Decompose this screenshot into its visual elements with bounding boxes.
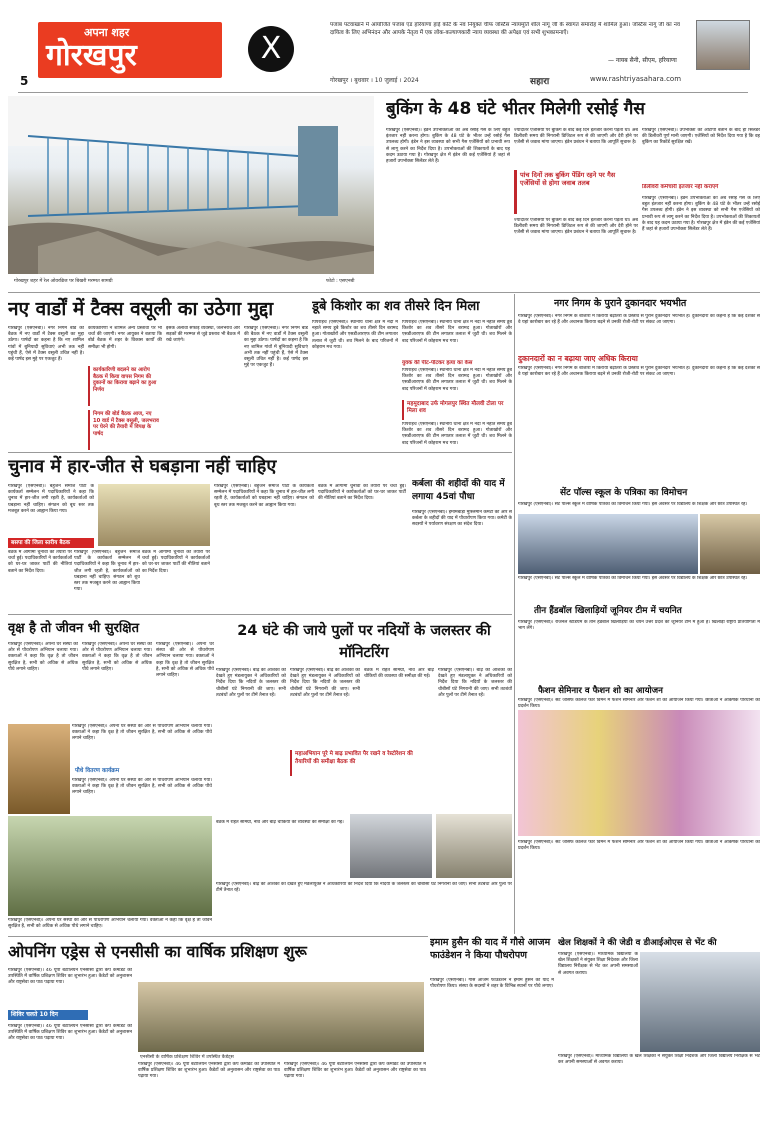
tree-body-6: गोरखपुर (एसएनबी)। अपना घर संस्था की ओर से पौधरोपण अभियान चलाया गया। वक्ताओं ने कहा कि वृक्ष है तो जीवन सुरक्षित है, सभी को अधिक से अधिक पौधे लगाने चाहिए। bbox=[8, 918, 212, 930]
bridges-body-5: बैठक में राहत सामग्री, नाव और बाढ़ चौकियों की व्यवस्था की समीक्षा की गई। bbox=[216, 820, 344, 825]
booking-body-2b: ज्यादातर एजेंसियों पर बुकिंग के बाद कई दिन इंतजार करना पड़ता था। अब डिलीवरी समय की निगरानी डिजिटल रूप से की जाएगी और देरी होने पर एजेंसी से जवाब मांगा जाएगा। इंडेन प्रबंधन ने बताया कि आपूर्ति सुचारू है। bbox=[514, 218, 638, 236]
drown-highlight-1: युवक की पीट-पीटकर हत्या का केस bbox=[402, 360, 473, 366]
tree-body-5: गोरखपुर (एसएनबी)। अपना घर संस्था की ओर से पौधरोपण अभियान चलाया गया। वक्ताओं ने कहा कि वृक्ष है तो जीवन सुरक्षित है, सभी को अधिक से अधिक पौधे लगाने चाहिए। bbox=[72, 778, 212, 796]
nss-headline: ओपनिंग एड्रेस से एनसीसी का वार्षिक प्रशिक्षण शुरू bbox=[8, 942, 307, 961]
election-body-1: गोरखपुर (एसएनबी)। बहुजन समाज पार्टी के कार्यकर्ता सम्मेलन में पदाधिकारियों ने कहा कि चुनाव में हार-जीत लगी रहती है, कार्यकर्ताओं को घबड़ाना नहीं चाहिए। संगठन को बूथ स्तर तक मजबूत करने का आह्वान किया गया। bbox=[8, 484, 94, 514]
hockey-body: गोरखपुर (एसएनबी)। रीजनल स्टेडियम के तीन हैंडबॉल खिलाड़ियों का चयन उत्तर प्रदेश की जूनियर टीम में हुआ है। खिलाड़ी राष्ट्रीय प्रतियोगिता में भाग लेंगे। bbox=[518, 620, 760, 632]
nss-body-1: गोरखपुर (एसएनबी)। 46 यूपी बटालियन एनसीसी द्वारा कैंप कमांडेंट की उपस्थिति में वार्षिक प्रशिक्षण शिविर का शुभारंभ हुआ। कैडेटों को अनुशासन और राष्ट्रसेवा का पाठ पढ़ाया गया। bbox=[8, 968, 132, 986]
tax-redbox-1: कार्यकारिणी बदलने का आरोप बैठक में किया वापस निगम की दुकानों का किराया बढ़ाने का हुआ निर्णय bbox=[88, 366, 162, 406]
stpauls-photo-2 bbox=[700, 514, 760, 574]
drown-highlight-2: महमूदाबाद उर्फ मोगलपुर स्थित मौलवी टोला पर मिला शव bbox=[402, 400, 512, 420]
nss-body-2: गोरखपुर (एसएनबी)। 46 यूपी बटालियन एनसीसी द्वारा कैंप कमांडेंट की उपस्थिति में वार्षिक प्रशिक्षण शिविर का शुभारंभ हुआ। कैडेटों को अनुशासन और राष्ट्रसेवा का पाठ पढ़ाया गया। bbox=[8, 1024, 132, 1042]
tax-body-4: गोरखपुर (एसएनबी)। नगर निगम बोर्ड की बैठक में नए वार्डों में टैक्स वसूली का मुद्दा उठेगा। पार्षदों का कहना है कि नए शामिल गांवों में बुनियादी सुविधाएं अभी तक नहीं पहुंची हैं, ऐसे में टैक्स वसूली उचित नहीं है। कई पार्षद इस मुद्दे पर एकजुट हैं। bbox=[244, 326, 308, 369]
fashion-body-2: गोरखपुर (एसएनबी)। सेंट जोसेफ कॉलेज फॉर विमेन में फैशन सेमिनार और फैशन शो का आयोजन किया गया। छात्राओं ने आकर्षक परिधानों का प्रदर्शन किया। bbox=[518, 840, 760, 852]
booking-body-2: ज्यादातर एजेंसियों पर बुकिंग के बाद कई दिन इंतजार करना पड़ता था। अब डिलीवरी समय की निगरानी डिजिटल रूप से की जाएगी और देरी होने पर एजेंसी से जवाब मांगा जाएगा। इंडेन प्रबंधन ने बताया कि आपूर्ति सुचारू है। bbox=[514, 128, 638, 146]
booking-headline: बुकिंग के 48 घंटे भीतर मिलेगी रसोई गैस bbox=[386, 99, 645, 119]
sports-photo bbox=[640, 952, 760, 1052]
sports-body-1: गोरखपुर (एसएनबी)। माध्यमिक विद्यालयों के खेल शिक्षकों ने संयुक्त शिक्षा निदेशक और जिला विद्यालय निरीक्षक से भेंट कर अपनी समस्याओं से अवगत कराया। bbox=[558, 952, 638, 976]
nss-photo-caption: एनसीसी के वार्षिक प्रशिक्षण शिविर में उपस्थित कैडेट्स bbox=[140, 1055, 234, 1060]
photo-caption: गोरखपुर शहर में रेल ओवरब्रिज पर बिखरी मरम्मत सामग्री bbox=[14, 279, 113, 284]
hockey-headline: तीन हैंडबॉल खिलाड़ियों जूनियर टीम में चयनित bbox=[534, 606, 682, 616]
bridges-body-2: गोरखपुर (एसएनबी)। बाढ़ की आशंका को देखते हुए मंडलायुक्त ने अधिकारियों को निर्देश दिया कि नदियों के जलस्तर की चौबीसों घंटे निगरानी की जाए। सभी तटबंधों और पुलों पर टीमें तैनात रहें। bbox=[290, 668, 360, 698]
masthead-logo bbox=[38, 22, 222, 78]
website: www.rashtriyasahara.com bbox=[590, 75, 682, 83]
imam-headline: इमाम हुसैन की याद में गौसे आजम फाउंडेशन ने किया पौधरोपण bbox=[430, 937, 551, 961]
sports-headline: खेल शिक्षकों ने की जेडी व डीआईओएस से भेंट की bbox=[558, 938, 717, 948]
tax-body-3: इसके अलावा सफाई व्यवस्था, जलभराव और सड़कों की मरम्मत से जुड़े प्रस्ताव भी बैठक में रखे जाएंगे। bbox=[166, 326, 240, 344]
tax-body-1: गोरखपुर (एसएनबी)। नगर निगम बोर्ड की बैठक में नए वार्डों में टैक्स वसूली का मुद्दा उठेगा। पार्षदों का कहना है कि नए शामिल गांवों में बुनियादी सुविधाएं अभी तक नहीं पहुंची हैं, ऐसे में टैक्स वसूली उचित नहीं है। कई पार्षद इस मुद्दे पर एकजुट हैं। bbox=[8, 326, 84, 363]
traders-body-1: गोरखपुर (एसएनबी)। नगर निगम के बाजारों में किराया बढ़ोतरी के प्रस्ताव से पुराने दुकानदार भयभीत हैं। दुकानदारों का कहना है कि कई दशकों से वे यहां कारोबार कर रहे हैं और अचानक किराया बढ़ने से उनकी रोजी-रोटी पर संकट आ जाएगा। bbox=[518, 314, 760, 326]
nss-body-4: गोरखपुर (एसएनबी)। 46 यूपी बटालियन एनसीसी द्वारा कैंप कमांडेंट की उपस्थिति में वार्षिक प्रशिक्षण शिविर का शुभारंभ हुआ। कैडेटों को अनुशासन और राष्ट्रसेवा का पाठ पढ़ाया गया। bbox=[284, 1062, 426, 1080]
election-body-6: बैठक में आगामी चुनावों की तैयारी पर चर्चा हुई। पदाधिकारियों ने कार्यकर्ताओं को घर-घर जाकर पार्टी की नीतियां बताने का निर्देश दिया। bbox=[318, 484, 406, 502]
stpauls-photo bbox=[518, 514, 698, 574]
tree-body-4: गोरखपुर (एसएनबी)। अपना घर संस्था की ओर से पौधरोपण अभियान चलाया गया। वक्ताओं ने कहा कि वृक्ष है तो जीवन सुरक्षित है, सभी को अधिक से अधिक पौधे लगाने चाहिए। bbox=[72, 724, 212, 742]
tree-label: पौधे वितरण कार्यक्रम bbox=[72, 766, 212, 776]
bridges-body-1: गोरखपुर (एसएनबी)। बाढ़ की आशंका को देखते हुए मंडलायुक्त ने अधिकारियों को निर्देश दिया कि नदियों के जलस्तर की चौबीसों घंटे निगरानी की जाए। सभी तटबंधों और पुलों पर टीमें तैनात रहें। bbox=[216, 668, 286, 698]
traders-body-2: गोरखपुर (एसएनबी)। नगर निगम के बाजारों में किराया बढ़ोतरी के प्रस्ताव से पुराने दुकानदार भयभीत हैं। दुकानदारों का कहना है कि कई दशकों से वे यहां कारोबार कर रहे हैं और अचानक किराया बढ़ने से उनकी रोजी-रोटी पर संकट आ जाएगा। bbox=[518, 366, 760, 378]
election-photo bbox=[98, 484, 210, 546]
x-logo-icon: X bbox=[248, 26, 294, 72]
bridges-body-6: गोरखपुर (एसएनबी)। बाढ़ की आशंका को देखते हुए मंडलायुक्त ने अधिकारियों को निर्देश दिया कि नदियों के जलस्तर की चौबीसों घंटे निगरानी की जाए। सभी तटबंधों और पुलों पर टीमें तैनात रहें। bbox=[216, 882, 512, 894]
bridge-photo bbox=[8, 96, 374, 274]
bridges-body-3: बैठक में राहत सामग्री, नाव और बाढ़ चौकियों की व्यवस्था की समीक्षा की गई। bbox=[364, 668, 434, 680]
drown-body-3: पिपराइच (एसएनबी)। स्थानीय थाना क्षेत्र में नदी में नहाते समय डूबे किशोर का शव तीसरे दिन बरामद हुआ। गोताखोरों और एसडीआरएफ की टीम लगातार तलाश में जुटी थी। शव मिलने के बाद परिजनों में कोहराम मच गया। bbox=[402, 368, 512, 392]
tree-photo-1 bbox=[8, 724, 70, 814]
tree-body-1: गोरखपुर (एसएनबी)। अपना घर संस्था की ओर से पौधरोपण अभियान चलाया गया। वक्ताओं ने कहा कि वृक्ष है तो जीवन सुरक्षित है, सभी को अधिक से अधिक पौधे लगाने चाहिए। bbox=[8, 642, 78, 672]
dateline: गोरखपुर । बुधवार । 10 जुलाई । 2024 bbox=[330, 77, 419, 84]
stpauls-body-2: गोरखपुर (एसएनबी)। सेंट पॉल्स स्कूल में वार्षिक पत्रिका का विमोचन किया गया। इस अवसर पर विद्यालय के शिक्षक और छात्र उपस्थित रहे। bbox=[518, 576, 748, 581]
bridges-headline: 24 घंटे की जाये पुलों पर नदियों के जलस्तर की मॉनिटरिंग bbox=[237, 623, 491, 661]
masthead-rule bbox=[18, 92, 748, 93]
sports-body-2: गोरखपुर (एसएनबी)। माध्यमिक विद्यालयों के खेल शिक्षकों ने संयुक्त शिक्षा निदेशक और जिला विद्यालय निरीक्षक से भेंट कर अपनी समस्याओं से अवगत कराया। bbox=[558, 1054, 760, 1066]
fashion-headline: फैशन सेमिनार व फैशन शो का आयोजन bbox=[538, 686, 663, 696]
booking-redbox: पांच दिनों तक बुकिंग पेंडिंग रहने पर गैस एजेंसियों से होगा जवाब तलब bbox=[514, 170, 638, 214]
bridge-photo-art bbox=[8, 96, 374, 274]
photo-credit: फोटो : एसएनबी bbox=[326, 279, 355, 284]
election-photo-caption: बसपा की जिला स्तरीय बैठक bbox=[8, 538, 94, 548]
fashion-body: गोरखपुर (एसएनबी)। सेंट जोसेफ कॉलेज फॉर विमेन में फैशन सेमिनार और फैशन शो का आयोजन किया गया। छात्राओं ने आकर्षक परिधानों का प्रदर्शन किया। bbox=[518, 698, 760, 710]
page-number: 5 bbox=[20, 74, 29, 88]
quote-author: — नायब सैनी, सीएम, हरियाणा bbox=[608, 57, 677, 64]
traders-subhead: दुकानदारों का न बढ़ाया जाए अधिक किराया bbox=[518, 354, 638, 363]
bridges-redbox: महाअभियान पूरे मे बाढ़ प्रभावित पैर रखने व रेस्टोरेशन की तैयारियों की समीक्षा बैठक की bbox=[290, 750, 430, 776]
masthead-city: गोरखपुर bbox=[46, 38, 137, 73]
stpauls-headline: सेंट पॉल्स स्कूल के पत्रिका का विमोचन bbox=[560, 488, 688, 498]
stpauls-body: गोरखपुर (एसएनबी)। सेंट पॉल्स स्कूल में वार्षिक पत्रिका का विमोचन किया गया। इस अवसर पर विद्यालय के शिक्षक और छात्र उपस्थित रहे। bbox=[518, 502, 748, 507]
drown-body-2: पिपराइच (एसएनबी)। स्थानीय थाना क्षेत्र में नदी में नहाते समय डूबे किशोर का शव तीसरे दिन बरामद हुआ। गोताखोरों और एसडीआरएफ की टीम लगातार तलाश में जुटी थी। शव मिलने के बाद परिजनों में कोहराम मच गया। bbox=[402, 320, 512, 344]
tree-photo-2 bbox=[8, 816, 212, 916]
drown-body-4: पिपराइच (एसएनबी)। स्थानीय थाना क्षेत्र में नदी में नहाते समय डूबे किशोर का शव तीसरे दिन बरामद हुआ। गोताखोरों और एसडीआरएफ की टीम लगातार तलाश में जुटी थी। शव मिलने के बाद परिजनों में कोहराम मच गया। bbox=[402, 422, 512, 446]
booking-body-3b: गोरखपुर (एसएनबी)। इंडेन उपभोक्ताओं को अब रसोई गैस के लिए बहुत इंतजार नहीं करना होगा। बुकिंग के 48 घंटे के भीतर उन्हें रसोई गैस उपलब्ध होगी। इंडेन ने इस व्यवस्था को सभी गैस एजेंसियों को प्रभावी रूप से लागू करने का निर्देश दिया है। उपभोक्ताओं की शिकायतों के बाद यह कदम उठाया गया है। गोरखपुर क्षेत्र में इंडेन की कई एजेंसियां हैं जहां से हजारों उपभोक्ता सिलेंडर लेते हैं। bbox=[642, 196, 760, 233]
fashion-photo bbox=[518, 710, 760, 836]
drown-body-1: पिपराइच (एसएनबी)। स्थानीय थाना क्षेत्र में नदी में नहाते समय डूबे किशोर का शव तीसरे दिन बरामद हुआ। गोताखोरों और एसडीआरएफ की टीम लगातार तलाश में जुटी थी। शव मिलने के बाद परिजनों में कोहराम मच गया। bbox=[312, 320, 398, 350]
booking-highlight: डिलीवरी कर्मचारी इंतजार नहीं कराएंगे bbox=[642, 184, 719, 190]
rule-row-2 bbox=[8, 452, 512, 453]
drown-headline: डूबे किशोर का शव तीसरे दिन मिला bbox=[312, 299, 480, 314]
tree-headline: वृक्ष है तो जीवन भी सुरक्षित bbox=[8, 621, 140, 636]
nss-photo bbox=[138, 982, 424, 1052]
nss-body-3: गोरखपुर (एसएनबी)। 46 यूपी बटालियन एनसीसी द्वारा कैंप कमांडेंट की उपस्थिति में वार्षिक प्रशिक्षण शिविर का शुभारंभ हुआ। कैडेटों को अनुशासन और राष्ट्रसेवा का पाठ पढ़ाया गया। bbox=[138, 1062, 280, 1080]
tax-headline: नए वार्डों में टैक्स वसूली का उठेगा मुद्दा bbox=[8, 298, 274, 320]
election-body-4: बैठक में आगामी चुनावों की तैयारी पर चर्चा हुई। पदाधिकारियों ने कार्यकर्ताओं को घर-घर जाकर पार्टी की नीतियां बताने का निर्देश दिया। bbox=[142, 550, 210, 574]
election-headline: चुनाव में हार-जीत से घबड़ाना नहीं चाहिए bbox=[8, 456, 277, 477]
bridges-photo-2 bbox=[436, 814, 512, 878]
karbala-headline: कर्बला की शहीदों की याद में लगाया 45वां पौधा bbox=[412, 479, 505, 502]
imam-body-1: गोरखपुर (एसएनबी)। गौसे आजम फाउंडेशन ने इमाम हुसैन की याद में पौधरोपण किया। संस्था के सदस्यों ने शहर के विभिन्न स्थानों पर पौधे लगाए। bbox=[430, 978, 554, 990]
karbala-body: गोरखपुर (एसएनबी)। इमामबाड़ा मुस्लिमीन कमेटी की ओर से कर्बला के शहीदों की याद में पौधारोपण किया गया। कमेटी के सदस्यों ने पर्यावरण संरक्षण का संदेश दिया। bbox=[412, 510, 512, 528]
booking-body-3: गोरखपुर (एसएनबी)। उपभोक्ता को ओटीपी बताने के बाद ही सिलेंडर की डिलीवरी पूर्ण मानी जाएगी। एजेंसियों को निर्देश दिया गया है कि वह बुकिंग का रिकॉर्ड सुरक्षित रखें। bbox=[642, 128, 760, 146]
nss-label: शिविर चलते 10 दिन bbox=[8, 1010, 88, 1020]
booking-body-1: गोरखपुर (एसएनबी)। इंडेन उपभोक्ताओं को अब रसोई गैस के लिए बहुत इंतजार नहीं करना होगा। बुकिंग के 48 घंटे के भीतर उन्हें रसोई गैस उपलब्ध होगी। इंडेन ने इस व्यवस्था को सभी गैस एजेंसियों को प्रभावी रूप से लागू करने का निर्देश दिया है। उपभोक्ताओं की शिकायतों के बाद यह कदम उठाया गया है। गोरखपुर क्षेत्र में इंडेन की कई एजेंसियां हैं जहां से हजारों उपभोक्ता सिलेंडर लेते हैं। bbox=[386, 128, 510, 165]
bridges-body-4: गोरखपुर (एसएनबी)। बाढ़ की आशंका को देखते हुए मंडलायुक्त ने अधिकारियों को निर्देश दिया कि नदियों के जलस्तर की चौबीसों घंटे निगरानी की जाए। सभी तटबंधों और पुलों पर टीमें तैनात रहें। bbox=[438, 668, 512, 698]
election-body-3: गोरखपुर (एसएनबी)। बहुजन समाज पार्टी के कार्यकर्ता सम्मेलन में पदाधिकारियों ने कहा कि चुनाव में हार-जीत लगी रहती है, कार्यकर्ताओं को घबड़ाना नहीं चाहिए। संगठन को बूथ स्तर तक मजबूत करने का आह्वान किया गया। bbox=[74, 550, 140, 593]
paper-name: सहारा bbox=[530, 77, 550, 87]
tree-body-3: गोरखपुर (एसएनबी)। अपना घर संस्था की ओर से पौधरोपण अभियान चलाया गया। वक्ताओं ने कहा कि वृक्ष है तो जीवन सुरक्षित है, सभी को अधिक से अधिक पौधे लगाने चाहिए। bbox=[156, 642, 214, 679]
rule-row-3 bbox=[8, 614, 512, 615]
tax-body-2: कार्यकारिणी ने शामिल अन्य प्रस्तावों पर भी चर्चा की जाएगी। नगर आयुक्त ने बताया कि बोर्ड बैठक में शहर के विकास कार्यों की समीक्षा भी होगी। bbox=[88, 326, 162, 350]
rule-top-mid bbox=[8, 292, 760, 293]
bridges-photo-1 bbox=[350, 814, 432, 878]
quote-photo bbox=[696, 20, 750, 70]
election-body-5: गोरखपुर (एसएनबी)। बहुजन समाज पार्टी के कार्यकर्ता सम्मेलन में पदाधिकारियों ने कहा कि चुनाव में हार-जीत लगी रहती है, कार्यकर्ताओं को घबड़ाना नहीं चाहिए। संगठन को बूथ स्तर तक मजबूत करने का आह्वान किया गया। bbox=[214, 484, 314, 508]
tax-redbox-2: निगम की बोर्ड बैठक आज, नए 10 वार्ड में टैक्स वसूली, जलभराव पर घेरने की तैयारी में विपक्ष के पार्षद bbox=[88, 410, 162, 450]
quote-text: पंजाब पटवाखाने में आयोजित पंजाब एंड हरियाणा हाई कोर्ट के नव नियुक्त चीफ जस्टिस न्यायमूर्ति शील नागू जी के स्वागत समारोह में शामिल हुआ। जस्टिस नागू जी का नव दायित्व के लिए अभिनंदन और आपके नेतृत्व में एक लोक-कल्याणकारी न्याय व्यवस्था की अपेक्षा एवं सभी शुभकामनाएँ। bbox=[330, 22, 680, 36]
tree-body-2: गोरखपुर (एसएनबी)। अपना घर संस्था की ओर से पौधरोपण अभियान चलाया गया। वक्ताओं ने कहा कि वृक्ष है तो जीवन सुरक्षित है, सभी को अधिक से अधिक पौधे लगाने चाहिए। bbox=[82, 642, 152, 672]
rule-row-4 bbox=[8, 936, 428, 937]
rule-col-1 bbox=[514, 294, 515, 934]
masthead bbox=[18, 20, 748, 90]
election-body-2: बैठक में आगामी चुनावों की तैयारी पर चर्चा हुई। पदाधिकारियों ने कार्यकर्ताओं को घर-घर जाकर पार्टी की नीतियां बताने का निर्देश दिया। bbox=[8, 550, 72, 574]
traders-headline: नगर निगम के पुराने दुकानदार भयभीत bbox=[554, 298, 687, 309]
masthead-tag: अपना शहर bbox=[84, 26, 130, 39]
